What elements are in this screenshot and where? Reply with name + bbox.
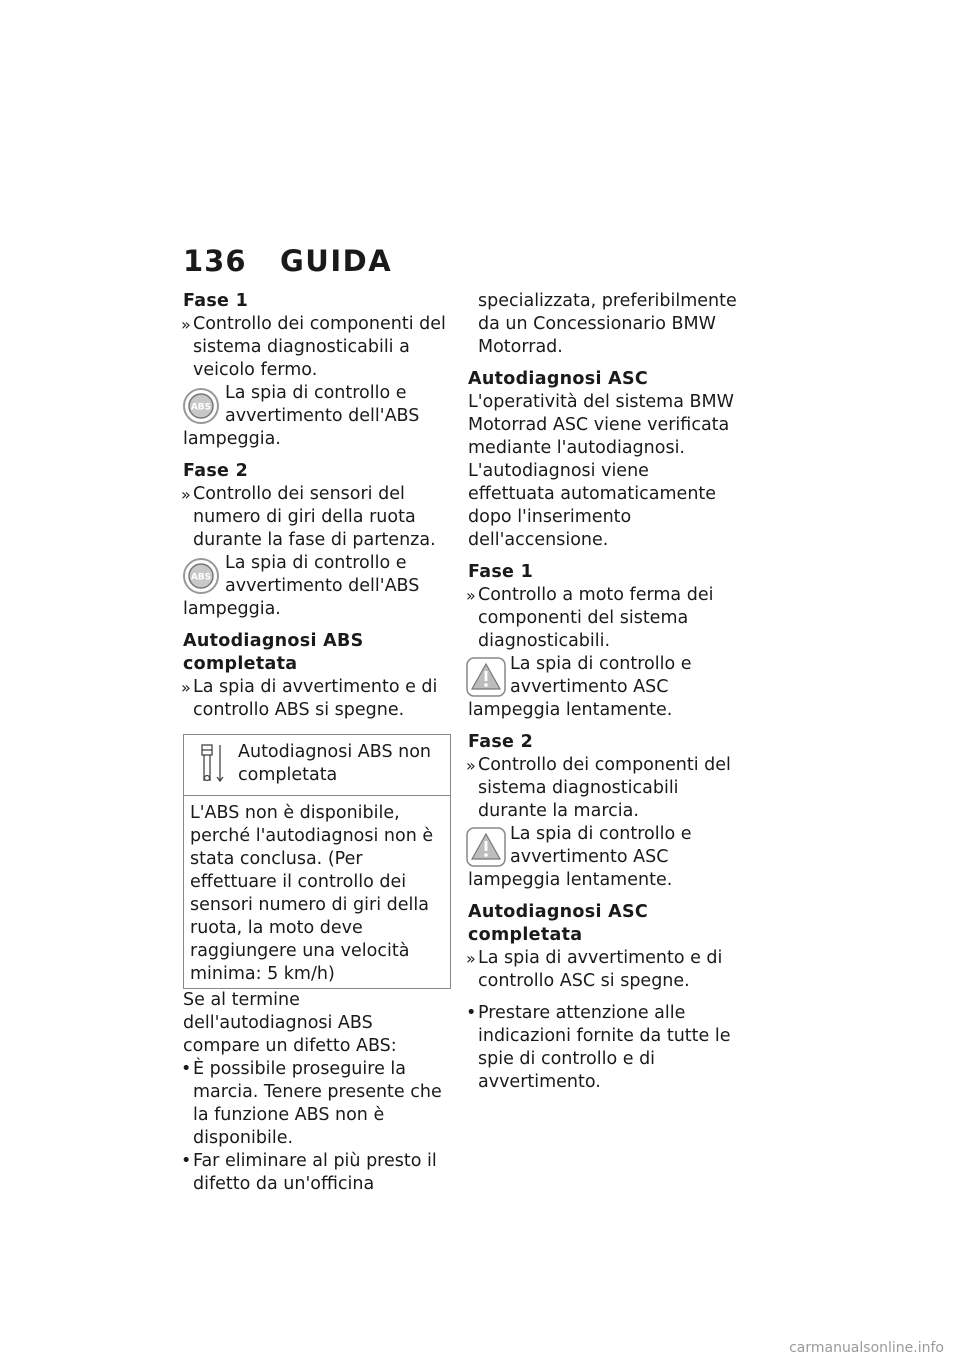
- svg-text:ABS: ABS: [190, 402, 212, 413]
- asc-warning-lamp-icon: [466, 827, 506, 867]
- section-heading: Autodiagnosi ASC: [468, 369, 649, 389]
- bullet-item: • È possibile proseguire la marcia. Tenere presente che la funzione ABS non è disponibile.: [181, 1059, 442, 1148]
- bullet-marker: •: [181, 1151, 192, 1171]
- note-icon: [190, 741, 226, 785]
- note-box-body: L'ABS non è disponibile, perché l'autodiagnosi non è stata conclusa. (Per effettuare il controllo dei sensori numero di giri della ruota, la moto deve raggiungere una velocità minima: 5 km/h): [190, 803, 434, 984]
- asc-warning-lamp-icon: [466, 657, 506, 697]
- page-header: [183, 244, 393, 278]
- chapter-title: GUIDA: [280, 244, 393, 278]
- bullet-marker: •: [181, 1059, 192, 1079]
- step-marker: »: [466, 586, 476, 605]
- note-box-title: Autodiagnosi ABS non completata: [238, 742, 432, 785]
- right-column: [468, 290, 738, 1094]
- section-heading: Fase 2: [183, 461, 249, 481]
- abs-lamp-icon: [181, 386, 221, 426]
- section-heading: Fase 2: [468, 732, 534, 752]
- note-box-header: [184, 735, 450, 796]
- watermark: carmanualsonline.info: [789, 1340, 944, 1356]
- bullet-item: • Prestare attenzione alle indicazioni fornite da tutte le spie di controllo e di avvertimento.: [466, 1003, 731, 1092]
- step-item: » Controllo dei componenti del sistema diagnosticabili a veicolo fermo.: [181, 314, 446, 380]
- lamp-note: ABS La spia di controllo e avvertimento dell'ABS lampeggia.: [183, 383, 420, 449]
- step-item: » Controllo dei componenti del sistema diagnosticabili durante la marcia.: [466, 755, 731, 821]
- bullet-marker: •: [466, 1003, 477, 1023]
- lamp-note: ABS La spia di controllo e avvertimento dell'ABS lampeggia.: [183, 553, 420, 619]
- lamp-note: La spia di controllo e avvertimento ASC lampeggia lentamente.: [468, 824, 692, 890]
- step-marker: »: [466, 756, 476, 775]
- step-marker: »: [466, 949, 476, 968]
- bullet-item: • Far eliminare al più presto il difetto da un'officina: [181, 1151, 437, 1194]
- step-marker: »: [181, 315, 191, 334]
- paragraph: L'operatività del sistema BMW Motorrad ASC viene verificata mediante l'autodiagnosi. L'autodiagnosi viene effettuata automaticamente dopo l'inserimento dell'accensione.: [468, 392, 734, 550]
- section-heading: Fase 1: [468, 562, 534, 582]
- left-column: [183, 290, 451, 1196]
- section-heading: Fase 1: [183, 291, 249, 311]
- svg-text:ABS: ABS: [190, 572, 212, 583]
- paragraph: Se al termine dell'autodiagnosi ABS compare un difetto ABS:: [183, 990, 397, 1056]
- page-number: 136: [183, 244, 247, 278]
- section-heading: Autodiagnosi ABS completata: [183, 631, 364, 674]
- step-item: » La spia di avvertimento e di controllo ASC si spegne.: [466, 948, 723, 991]
- step-item: » Controllo a moto ferma dei componenti del sistema diagnosticabili.: [466, 585, 714, 651]
- step-item: » Controllo dei sensori del numero di giri della ruota durante la fase di partenza.: [181, 484, 436, 550]
- section-heading: Autodiagnosi ASC completata: [468, 902, 649, 945]
- step-item: » La spia di avvertimento e di controllo ABS si spegne.: [181, 677, 438, 720]
- step-marker: »: [181, 678, 191, 697]
- lamp-note: La spia di controllo e avvertimento ASC lampeggia lentamente.: [468, 654, 692, 720]
- abs-lamp-icon: [181, 556, 221, 596]
- continued-text: specializzata, preferibilmente da un Concessionario BMW Motorrad.: [478, 291, 737, 357]
- note-box: [183, 734, 451, 989]
- step-marker: »: [181, 485, 191, 504]
